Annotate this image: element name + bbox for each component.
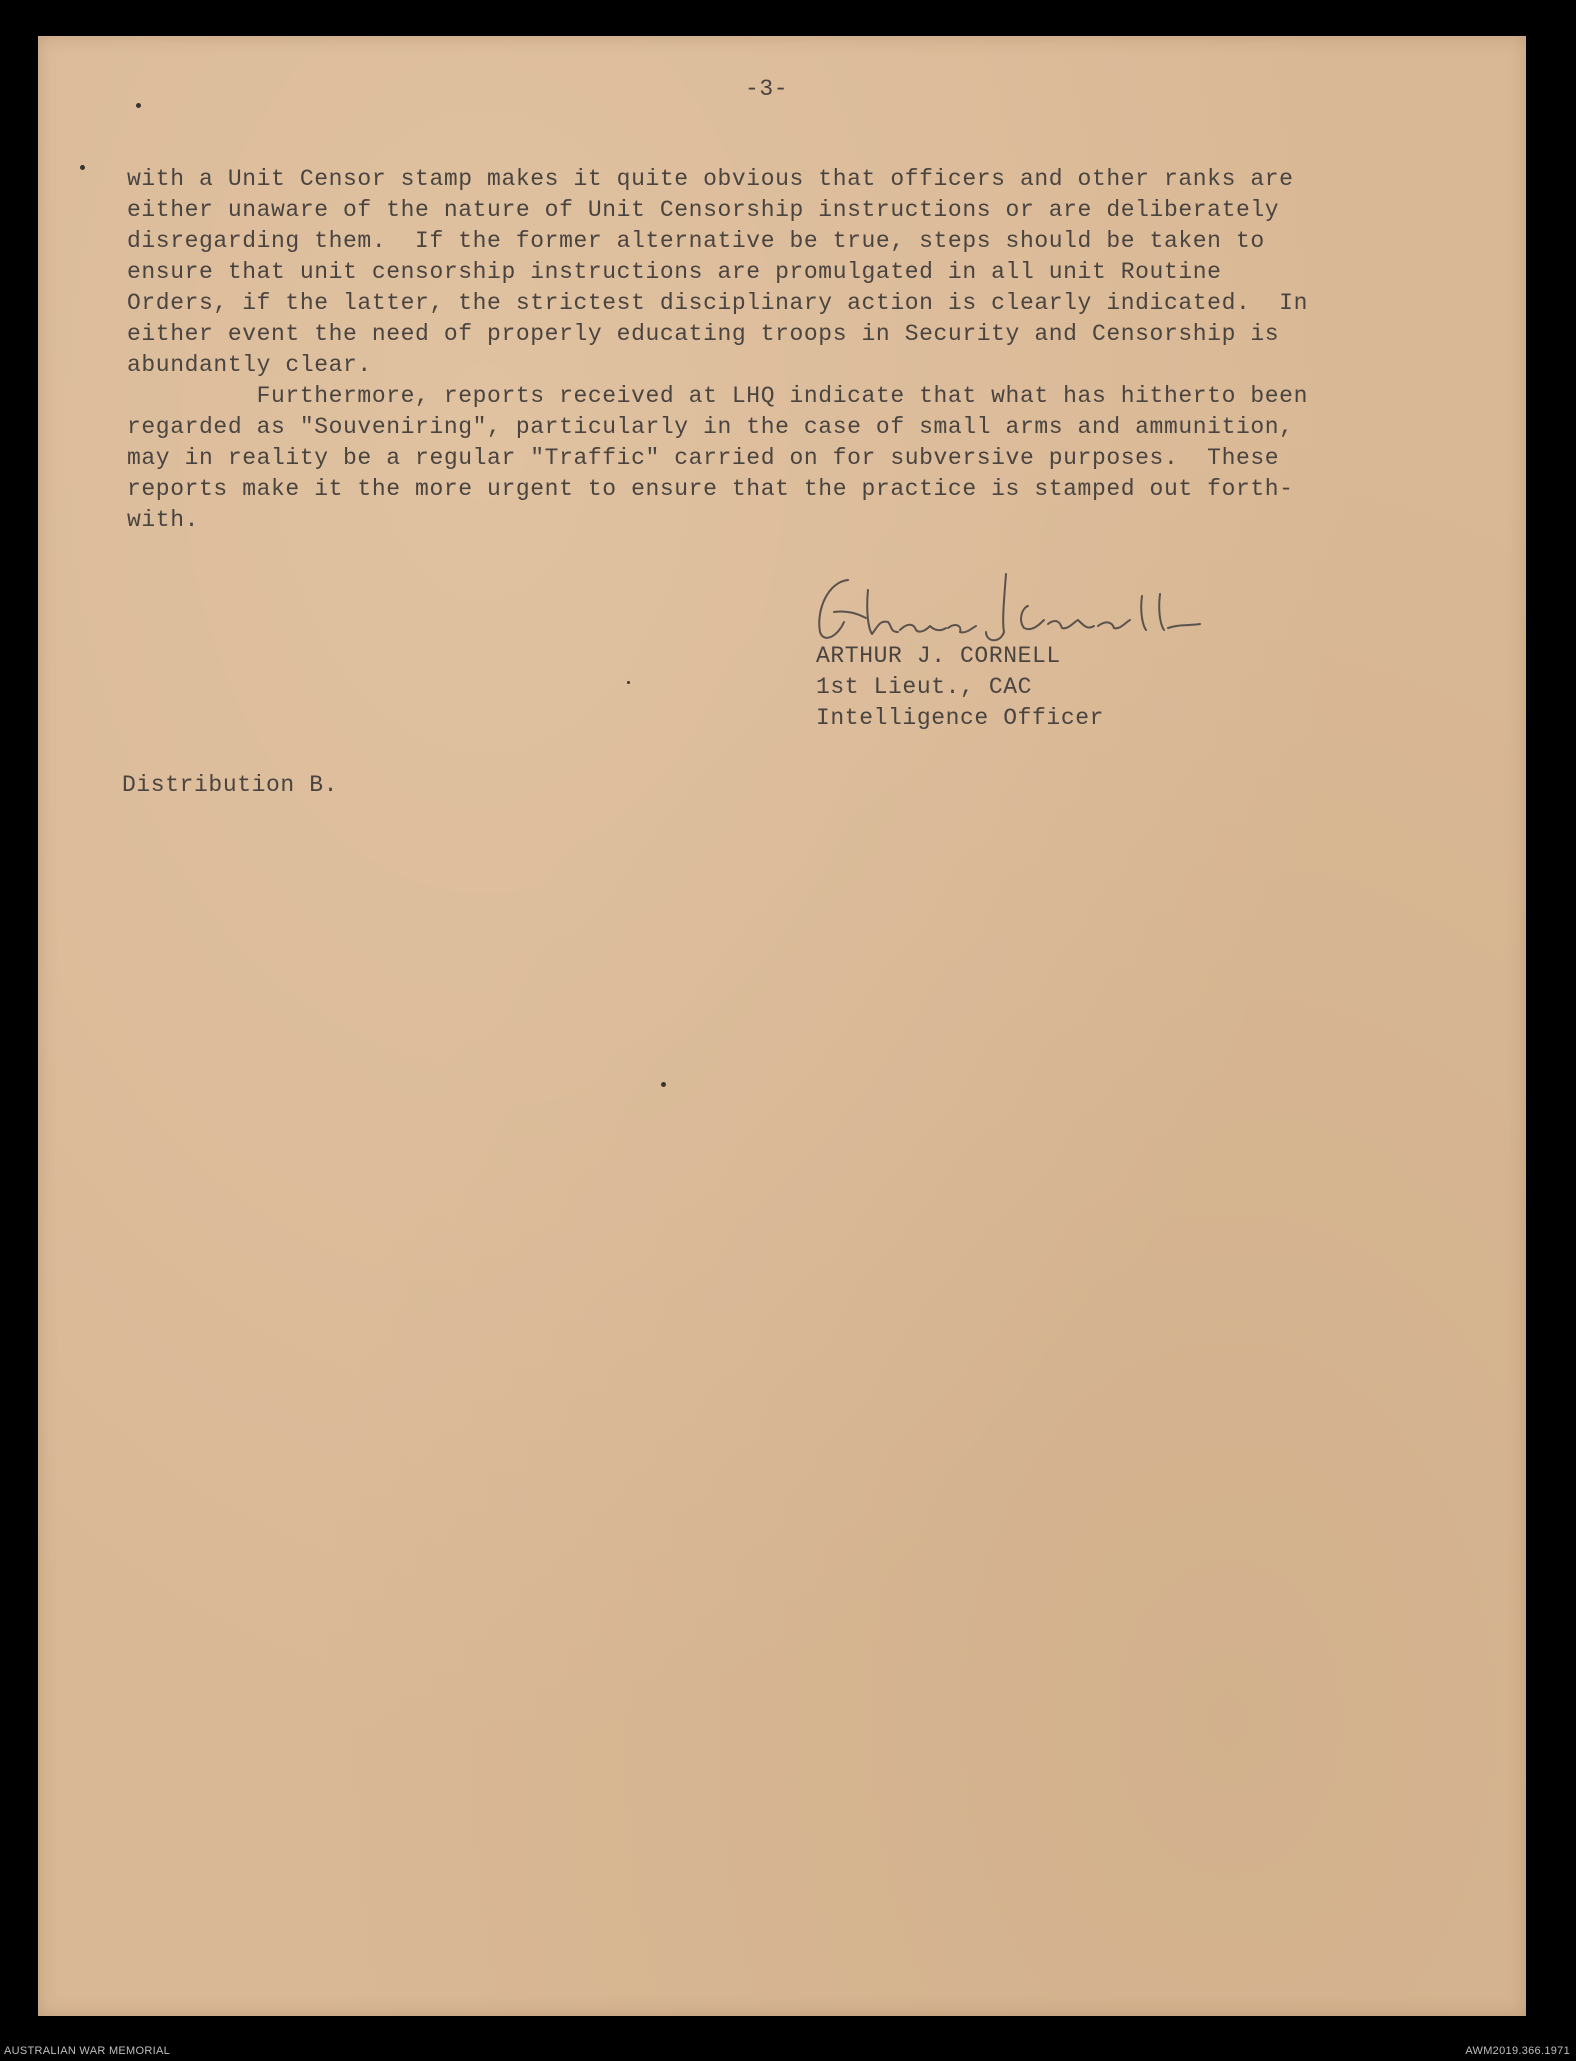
page-number: -3- xyxy=(745,76,789,102)
body-line: Orders, if the latter, the strictest disciplinary action is clearly indicated. In xyxy=(127,290,1308,316)
signatory-name: ARTHUR J. CORNELL xyxy=(816,643,1061,669)
handwritten-signature xyxy=(808,570,1278,650)
archive-credit: AUSTRALIAN WAR MEMORIAL xyxy=(4,2045,171,2057)
archive-reference: AWM2019.366.1971 xyxy=(1465,2045,1570,2057)
ink-speck xyxy=(80,165,85,170)
signatory-rank: 1st Lieut., CAC xyxy=(816,674,1033,700)
body-line: regarded as "Souveniring", particularly in the case of small arms and ammunition, xyxy=(127,414,1294,440)
body-line: reports make it the more urgent to ensure that the practice is stamped out forth- xyxy=(127,476,1294,502)
body-line: disregarding them. If the former alternative be true, steps should be taken to xyxy=(127,228,1265,254)
signatory-title: Intelligence Officer xyxy=(816,705,1105,731)
ink-speck xyxy=(661,1082,666,1087)
ink-speck xyxy=(136,103,141,108)
body-line: abundantly clear. xyxy=(127,352,372,378)
body-line: ensure that unit censorship instructions are promulgated in all unit Routine xyxy=(127,259,1222,285)
body-line: Furthermore, reports received at LHQ indicate that what has hitherto been xyxy=(127,383,1308,409)
body-line: with a Unit Censor stamp makes it quite obvious that officers and other ranks are xyxy=(127,166,1294,192)
ink-speck xyxy=(627,681,630,684)
body-line: may in reality be a regular "Traffic" carried on for subversive purposes. These xyxy=(127,445,1280,471)
distribution-note: Distribution B. xyxy=(122,772,339,798)
body-line: with. xyxy=(127,507,200,533)
body-line: either unaware of the nature of Unit Censorship instructions or are deliberately xyxy=(127,197,1280,223)
body-line: either event the need of properly educating troops in Security and Censorship is xyxy=(127,321,1280,347)
